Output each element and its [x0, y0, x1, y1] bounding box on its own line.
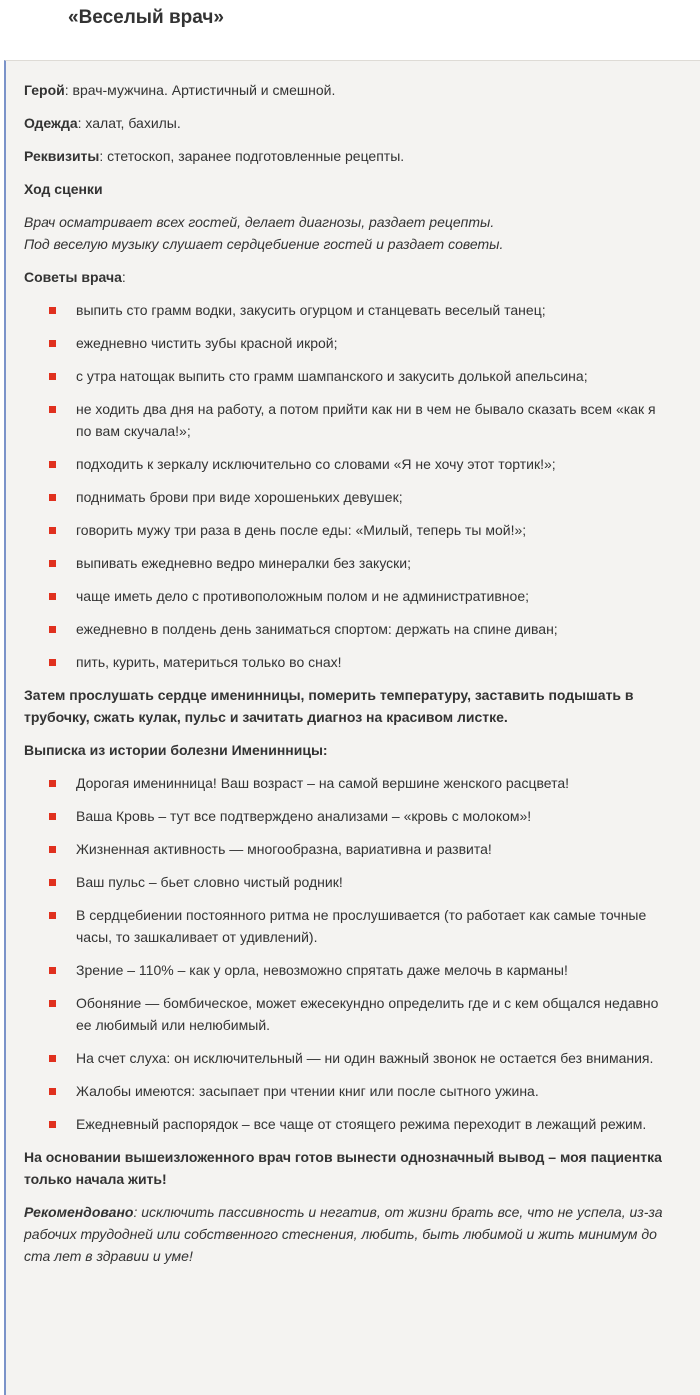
- list-item: подходить к зеркалу исключительно со словами «Я не хочу этот тортик!»;: [24, 453, 674, 475]
- scene-line: Под веселую музыку слушает сердцебиение гостей и раздает советы.: [24, 236, 504, 252]
- list-item: выпить сто грамм водки, закусить огурцом и станцевать веселый танец;: [24, 299, 674, 321]
- recommendation-label: Рекомендовано: [24, 1204, 134, 1220]
- list-item: В сердцебиении постоянного ритма не прослушивается (то работает как самые точные часы, то зашкаливает от удивлений).: [24, 904, 674, 948]
- page-title: «Веселый врач»: [68, 7, 224, 28]
- list-item: ежедневно чистить зубы красной икрой;: [24, 332, 674, 354]
- props-label: Реквизиты: [24, 148, 100, 164]
- bullet-square-icon: [49, 1000, 56, 1007]
- list-item: Жизненная активность — многообразна, вариативна и развита!: [24, 838, 674, 860]
- hero-line: [24, 79, 674, 101]
- bullet-square-icon: [49, 593, 56, 600]
- then-paragraph: Затем прослушать сердце именинницы, померить температуру, заставить подышать в трубочку, сжать кулак, пульс и зачитать диагноз на красивом листке.: [24, 687, 634, 725]
- list-item: Жалобы имеются: засыпает при чтении книг или после сытного ужина.: [24, 1080, 674, 1102]
- advice-list: [24, 299, 674, 673]
- bullet-square-icon: [49, 879, 56, 886]
- list-item: с утра натощак выпить сто грамм шампанского и закусить долькой апельсина;: [24, 365, 674, 387]
- bullet-square-icon: [49, 494, 56, 501]
- list-item: Зрение – 110% – как у орла, невозможно спрятать даже мелочь в карманы!: [24, 959, 674, 981]
- bullet-square-icon: [49, 307, 56, 314]
- hero-text: : врач-мужчина. Артистичный и смешной.: [64, 82, 336, 98]
- bullet-square-icon: [49, 406, 56, 413]
- clothes-text: : халат, бахилы.: [77, 115, 181, 131]
- advice-heading-label: Советы врача: [24, 269, 122, 285]
- article-content: [24, 79, 674, 1278]
- bullet-square-icon: [49, 659, 56, 666]
- recommendation-paragraph: [24, 1201, 674, 1267]
- article-card: [4, 60, 700, 1395]
- list-item: Ваш пульс – бьет словно чистый родник!: [24, 871, 674, 893]
- history-list: [24, 772, 674, 1135]
- bullet-square-icon: [49, 912, 56, 919]
- props-text: : стетоскоп, заранее подготовленные рецепты.: [99, 148, 405, 164]
- bullet-square-icon: [49, 967, 56, 974]
- bullet-square-icon: [49, 813, 56, 820]
- scene-line: Врач осматривает всех гостей, делает диагнозы, раздает рецепты.: [24, 214, 495, 230]
- bullet-square-icon: [49, 1121, 56, 1128]
- list-item: Дорогая именинница! Ваш возраст – на самой вершине женского расцвета!: [24, 772, 674, 794]
- bullet-square-icon: [49, 461, 56, 468]
- list-item: говорить мужу три раза в день после еды: «Милый, теперь ты мой!»;: [24, 519, 674, 541]
- history-heading: Выписка из истории болезни Именинницы:: [24, 742, 328, 758]
- bullet-square-icon: [49, 780, 56, 787]
- scene-description: [24, 211, 674, 255]
- scene-heading: Ход сценки: [24, 181, 103, 197]
- clothes-line: [24, 112, 674, 134]
- recommendation-text: : исключить пассивность и негатив, от жизни брать все, что не успела, из-за рабочих трудодней или собственного стеснения, любить, быть любимой и жить минимум до ста лет в здравии и уме!: [24, 1204, 663, 1264]
- bullet-square-icon: [49, 340, 56, 347]
- advice-heading: Советы врача:: [24, 269, 126, 285]
- clothes-label: Одежда: [24, 115, 78, 131]
- list-item: не ходить два дня на работу, а потом прийти как ни в чем не бывало сказать всем «как я по вам скучала!»;: [24, 398, 674, 442]
- bullet-square-icon: [49, 1055, 56, 1062]
- list-item: чаще иметь дело с противоположным полом и не административное;: [24, 585, 674, 607]
- list-item: Ежедневный распорядок – все чаще от стоящего режима переходит в лежащий режим.: [24, 1113, 674, 1135]
- list-item: пить, курить, материться только во снах!: [24, 651, 674, 673]
- conclusion-paragraph: На основании вышеизложенного врач готов вынести однозначный вывод – моя пациентка только начала жить!: [24, 1149, 662, 1187]
- list-item: На счет слуха: он исключительный — ни один важный звонок не остается без внимания.: [24, 1047, 674, 1069]
- bullet-square-icon: [49, 626, 56, 633]
- list-item: Обоняние — бомбическое, может ежесекундно определить где и с кем общался недавно ее любимый или нелюбимый.: [24, 992, 674, 1036]
- list-item: Ваша Кровь – тут все подтверждено анализами – «кровь с молоком»!: [24, 805, 674, 827]
- bullet-square-icon: [49, 846, 56, 853]
- bullet-square-icon: [49, 1088, 56, 1095]
- bullet-square-icon: [49, 527, 56, 534]
- list-item: ежедневно в полдень день заниматься спортом: держать на спине диван;: [24, 618, 674, 640]
- list-item: поднимать брови при виде хорошеньких девушек;: [24, 486, 674, 508]
- props-line: [24, 145, 674, 167]
- hero-label: Герой: [24, 82, 65, 98]
- bullet-square-icon: [49, 560, 56, 567]
- bullet-square-icon: [49, 373, 56, 380]
- list-item: выпивать ежедневно ведро минералки без закуски;: [24, 552, 674, 574]
